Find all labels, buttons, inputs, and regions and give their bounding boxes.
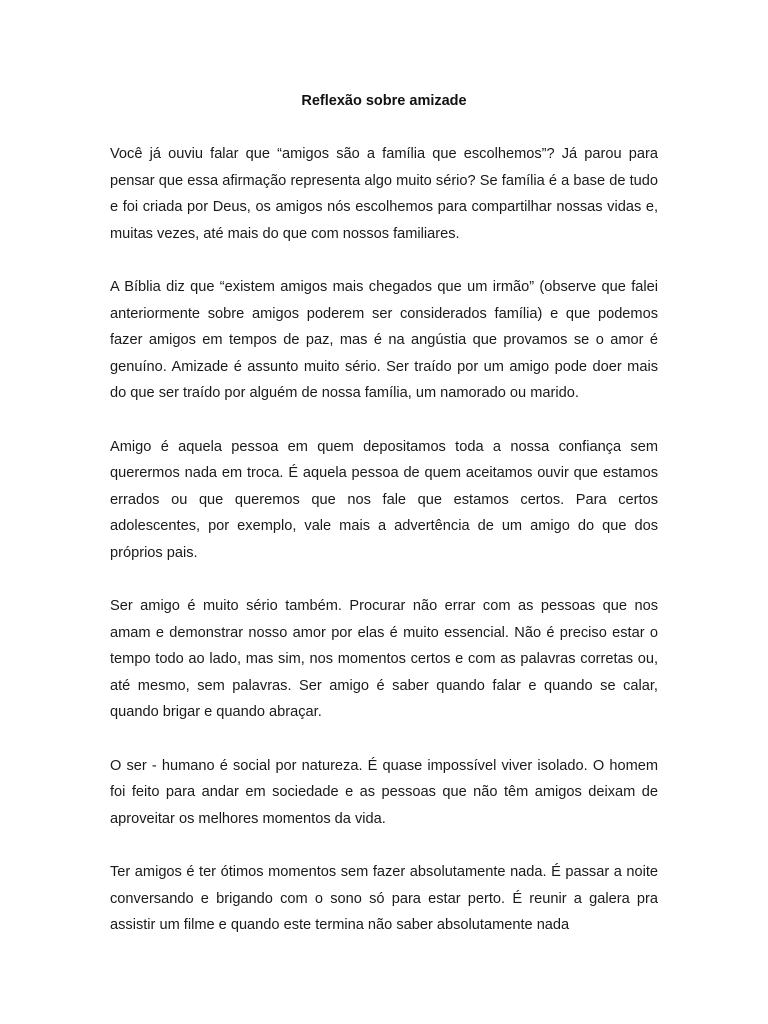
paragraph-4: Ser amigo é muito sério também. Procurar não errar com as pessoas que nos amam e demonstrar nosso amor por elas é muito essencial. Não é preciso estar o tempo todo ao lado, mas sim, nos momentos certos e com as palavras corretas ou, até mesmo, sem palavras. Ser amigo é saber quando falar e quando se calar, quando brigar e quando abraçar. — [110, 598, 658, 721]
document-title: Reflexão sobre amizade — [301, 93, 467, 109]
paragraph-2: A Bíblia diz que “existem amigos mais chegados que um irmão” (observe que falei anteriormente sobre amigos poderem ser considerados família) e que podemos fazer amigos em tempos de paz, mas é na angústia que provamos se o amor é genuíno. Amizade é assunto muito sério. Ser traído por um amigo pode doer mais do que ser traído por alguém de nossa família, um namorado ou marido. — [110, 278, 658, 402]
paragraph-3: Amigo é aquela pessoa em quem depositamos toda a nossa confiança sem querermos nada em troca. É aquela pessoa de quem aceitamos ouvir que estamos errados ou que queremos que nos fale que estamos certos. Para certos adolescentes, por exemplo, vale mais a advertência de um amigo do que dos próprios pais. — [110, 438, 658, 561]
document-body — [110, 141, 658, 939]
paragraph-6: Ter amigos é ter ótimos momentos sem fazer absolutamente nada. É passar a noite conversando e brigando com o sono só para estar perto. É reunir a galera pra assistir um filme e quando este termina não saber absolutamente nada — [110, 864, 658, 934]
paragraph-5: O ser - humano é social por natureza. É quase impossível viver isolado. O homem foi feito para andar em sociedade e as pessoas que não têm amigos deixam de aproveitar os melhores momentos da vida. — [110, 757, 658, 827]
paragraph-1: Você já ouviu falar que “amigos são a família que escolhemos”? Já parou para pensar que essa afirmação representa algo muito sério? Se família é a base de tudo e foi criada por Deus, os amigos nós escolhemos para compartilhar nossas vidas e, muitas vezes, até mais do que com nossos familiares. — [110, 146, 658, 242]
